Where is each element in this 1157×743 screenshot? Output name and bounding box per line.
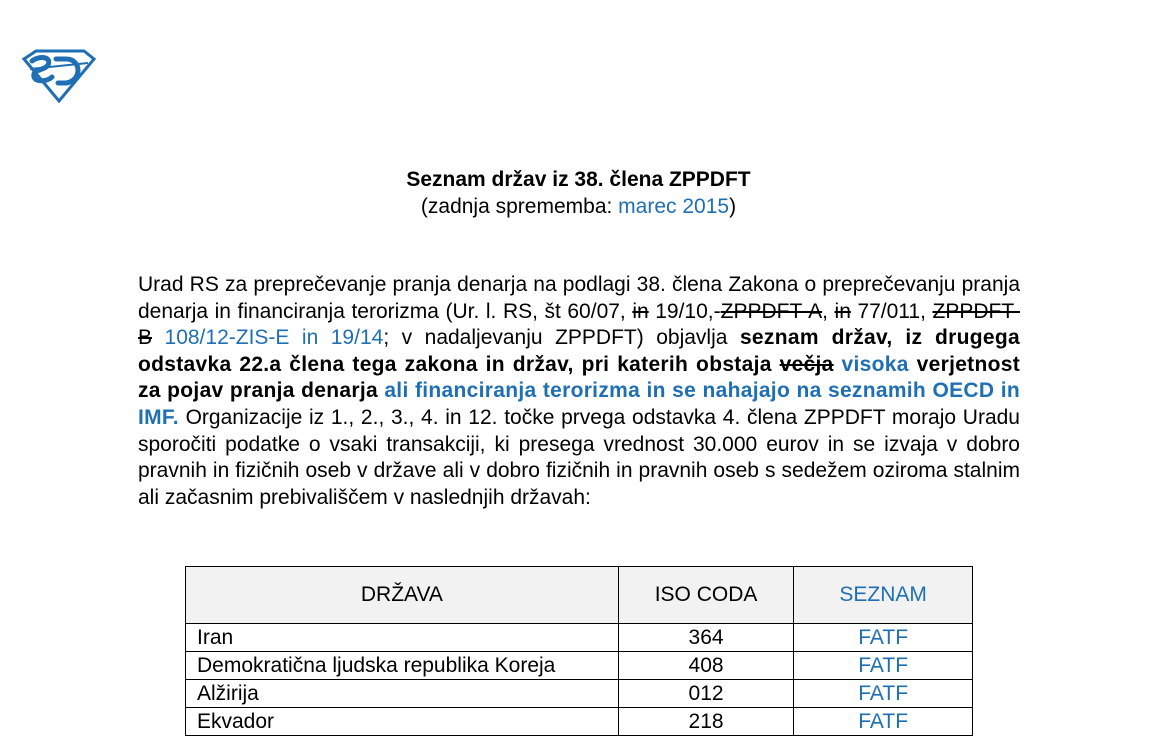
country-cell: Ekvador: [186, 708, 619, 736]
list-cell: FATF: [794, 652, 973, 680]
sd-shield-logo-icon: [22, 49, 96, 103]
last-change-date: marec 2015: [618, 195, 730, 218]
iso-cell: 218: [618, 708, 793, 736]
table-row: [186, 708, 973, 736]
iso-cell: 364: [618, 624, 793, 652]
list-cell: FATF: [794, 680, 973, 708]
table-row: [186, 624, 973, 652]
header-country: DRŽAVA: [186, 567, 619, 624]
document-title-block: [0, 166, 1157, 220]
header-iso-code: ISO CODA: [618, 567, 793, 624]
table-header-row: [186, 567, 973, 624]
country-table: [185, 566, 973, 736]
iso-cell: 408: [618, 652, 793, 680]
table-row: [186, 680, 973, 708]
iso-cell: 012: [618, 680, 793, 708]
country-cell: Demokratična ljudska republika Koreja: [186, 652, 619, 680]
table-row: [186, 652, 973, 680]
intro-paragraph: Urad RS za preprečevanje pranja denarja na podlagi 38. člena Zakona o preprečevanju pranja denarja in financiranja terorizma (Ur. l. RS, št 60/07, in 19/10,-ZPPDFT-A, in 77/011, ZPPDFT-B 108/12-ZIS-E in 19/14; v nadaljevanju ZPPDFT) objavlja seznam držav, iz drugega odstavka 22.a člena tega zakona in držav, pri katerih obstaja večja visoka verjetnost za pojav pranja denarja ali financiranja terorizma in se nahajajo na seznamih OECD in IMF. Organizacije iz 1., 2., 3., 4. in 12. točke prvega odstavka 4. člena ZPPDFT morajo Uradu sporočiti podatke o vsaki transakciji, ki presega vrednost 30.000 eurov in se izvaja v dobro pravnih in fizičnih oseb v države ali v dobro fizičnih in pravnih oseb s sedežem oziroma stalnim ali začasnim prebivališčem v naslednjih državah:: [138, 273, 1020, 509]
country-cell: Iran: [186, 624, 619, 652]
list-cell: FATF: [794, 624, 973, 652]
document-subtitle: (zadnja sprememba: marec 2015): [420, 195, 737, 218]
list-cell: FATF: [794, 708, 973, 736]
country-cell: Alžirija: [186, 680, 619, 708]
header-list: SEZNAM: [794, 567, 973, 624]
document-title: Seznam držav iz 38. člena ZPPDFT: [406, 168, 751, 191]
